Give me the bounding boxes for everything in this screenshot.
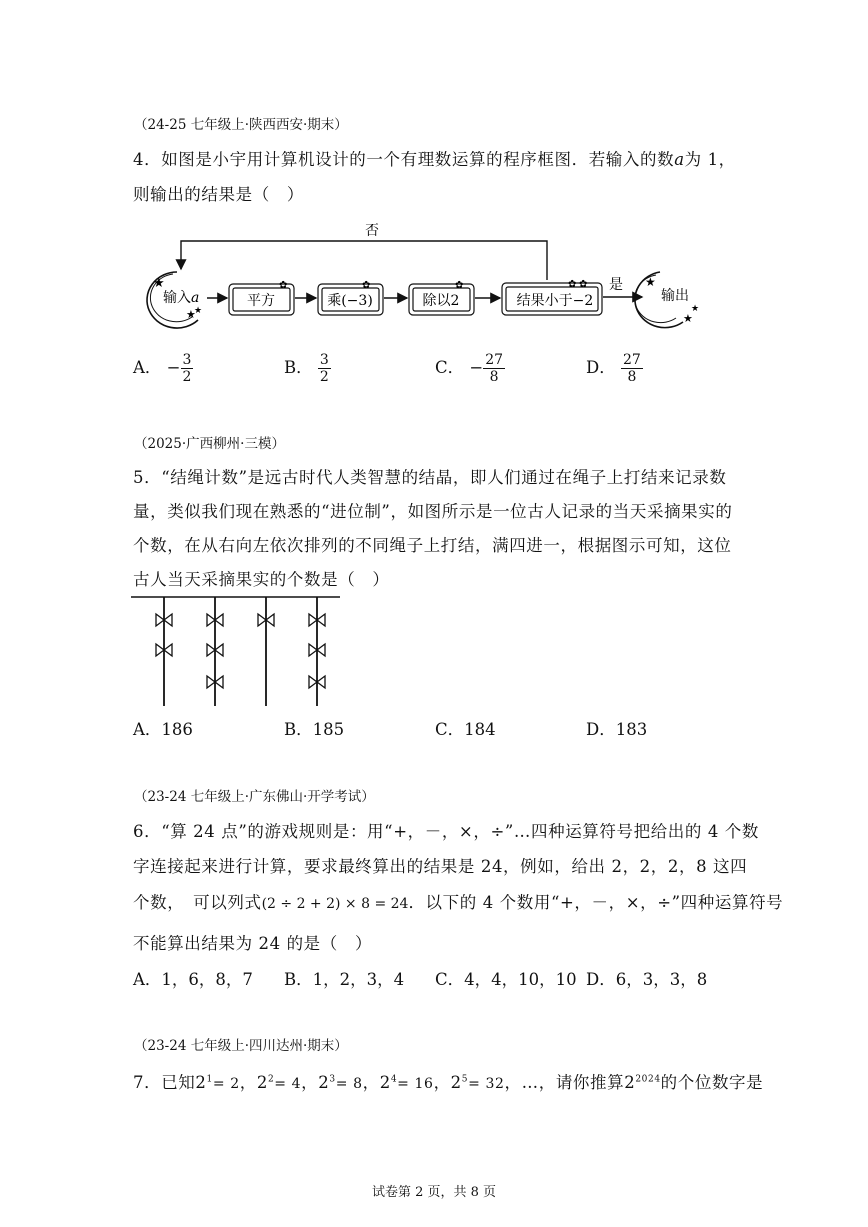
- svg-text:乘(−3): 乘(−3): [327, 293, 373, 309]
- svg-text:平方: 平方: [247, 293, 275, 309]
- svg-text:结果小于−2: 结果小于−2: [516, 293, 594, 309]
- q4-input-text: 输入a: [163, 290, 200, 306]
- q4-star-icon: ★: [194, 306, 203, 316]
- q5-stem-line1: 5．“结绳计数”是远古时代人类智慧的结晶，即人们通过在绳子上打结来记录数: [133, 468, 727, 487]
- q6-stem-line3: 个数， 可以列式(2 ÷ 2 + 2) × 8 = 24．以下的 4 个数用“+，－，×，÷”四种运算符号: [133, 893, 784, 912]
- q4-no-label: 否: [365, 223, 379, 239]
- q7-source: （23-24 七年级上·四川达州·期末）: [134, 1038, 348, 1054]
- q4-var-a: a: [674, 150, 685, 169]
- q4-stem-line2: 则输出的结果是（ ）: [133, 185, 304, 204]
- q4-star-icon: ★: [645, 275, 656, 289]
- q4-stem-line1: 4．如图是小宇用计算机设计的一个有理数运算的程序框图．若输入的数a为 1，: [133, 150, 736, 169]
- q7-stem-line1: 7．已知$2^1= 2$，$2^2= 4$，$2^3= 8$，$2^4= 16$，$2^5= 32$，…，请你推算$2^{2024}$的个位数字是: [133, 1073, 764, 1092]
- q4-flower-icon: ✿: [279, 280, 288, 291]
- q6-stem-line1: 6．“算 24 点”的游戏规则是：用“+，－，×，÷”…四种运算符号把给出的 4 个数: [133, 822, 759, 841]
- q6-option-a[interactable]: A．1，6，8，7: [133, 970, 253, 989]
- q4-star-icon: ★: [683, 312, 693, 325]
- svg-text:输出: 输出: [661, 288, 689, 304]
- q6-option-b[interactable]: B．1，2，3，4: [284, 970, 405, 989]
- q5-option-b[interactable]: B．185: [284, 720, 345, 739]
- q4-star-icon: ★: [691, 304, 700, 314]
- q6-formula: (2 ÷ 2 + 2) × 8 = 24: [261, 896, 409, 912]
- q6-stem-line4: 不能算出结果为 24 的是（ ）: [133, 934, 373, 953]
- q4-yes-label: 是: [609, 277, 623, 293]
- q4-star-icon: ★: [153, 276, 165, 291]
- q6-option-c[interactable]: C．4，4，10，10: [435, 970, 577, 989]
- q4-source: （24-25 七年级上·陕西西安·期末）: [134, 117, 348, 133]
- q4-option-a[interactable]: A． − $\frac{3}{2}$: [133, 352, 192, 386]
- svg-text:除以2: 除以2: [422, 293, 460, 309]
- q5-stem-line3: 个数，在从右向左依次排列的不同绳子上打结，满四进一，根据图示可知，这位: [133, 536, 732, 555]
- q6-option-d[interactable]: D．6，3，3，8: [586, 970, 708, 989]
- q4-option-d[interactable]: D． $\frac{27}{8}$: [586, 352, 641, 386]
- q6-source: （23-24 七年级上·广东佛山·开学考试）: [134, 789, 375, 805]
- q5-source: （2025·广西柳州·三模）: [134, 436, 285, 452]
- q4-option-c[interactable]: C． − $\frac{27}{8}$: [435, 352, 504, 386]
- q4-flower-icon: ✿: [568, 279, 577, 290]
- q5-stem-line2: 量，类似我们现在熟悉的“进位制”，如图所示是一位古人记录的当天采摘果实的: [133, 502, 733, 521]
- page-footer: 试卷第 2 页，共 8 页: [371, 1185, 497, 1200]
- q4-flower-icon: ✿: [579, 279, 588, 290]
- q4-flower-icon: ✿: [362, 280, 371, 291]
- q5-option-a[interactable]: A．186: [133, 720, 193, 739]
- q6-stem-line2: 字连接起来进行计算，要求最终算出的结果是 24，例如，给出 2，2，2，8 这四: [133, 857, 748, 876]
- q5-stem-line4: 古人当天采摘果实的个数是（ ）: [133, 570, 390, 589]
- q5-option-c[interactable]: C．184: [435, 720, 496, 739]
- q4-flower-icon: ✿: [455, 280, 464, 291]
- q5-option-d[interactable]: D．183: [586, 720, 648, 739]
- q4-star-icon: ★: [186, 308, 196, 321]
- q4-option-b[interactable]: B． $\frac{3}{2}$: [284, 352, 329, 386]
